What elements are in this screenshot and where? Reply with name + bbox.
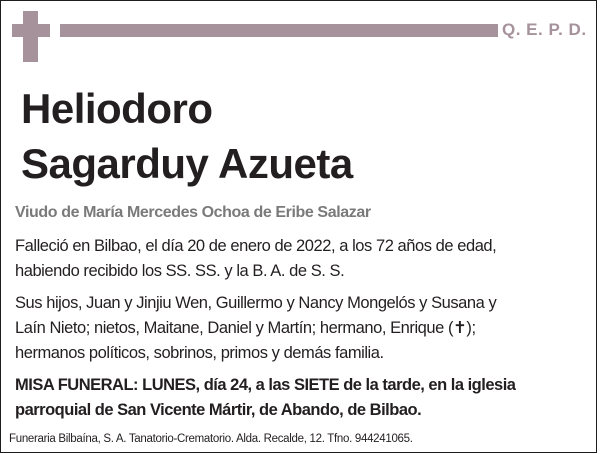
death-line: Falleció en Bilbao, el día 20 de enero de 2022, a los 72 años de edad, — [15, 237, 497, 255]
qepd-label: Q. E. P. D. — [502, 20, 587, 39]
first-name: Heliodoro — [21, 85, 213, 132]
family-paragraph — [15, 291, 496, 366]
death-paragraph — [15, 234, 496, 284]
funeral-line: parroquial de San Vicente Mártir, de Abando, de Bilbao. — [15, 401, 422, 419]
family-line: hermanos políticos, sobrinos, primos y demás familia. — [15, 344, 384, 362]
header-rule — [60, 24, 498, 37]
funeral-line: MISA FUNERAL: LUNES, día 24, a las SIETE de la tarde, en la iglesia — [15, 376, 516, 394]
family-line: Sus hijos, Juan y Jinjiu Wen, Guillermo y Nancy Mongelós y Susana y — [15, 294, 497, 312]
funeral-paragraph — [15, 373, 515, 423]
death-line: habiendo recibido los SS. SS. y la B. A. de S. S. — [15, 262, 345, 280]
funeral-home-footer: Funeraria Bilbaína, S. A. Tanatorio-Crematorio. Alda. Recalde, 12. Tfno. 944241065. — [9, 433, 413, 445]
deceased-name — [21, 81, 353, 191]
family-line: Laín Nieto; nietos, Maitane, Daniel y Martín; hermano, Enrique (✝); — [15, 319, 476, 337]
widow-line: Viudo de María Mercedes Ochoa de Eribe Salazar — [15, 204, 371, 221]
surnames: Sagarduy Azueta — [21, 140, 353, 187]
latin-cross-icon-arm — [12, 24, 50, 37]
